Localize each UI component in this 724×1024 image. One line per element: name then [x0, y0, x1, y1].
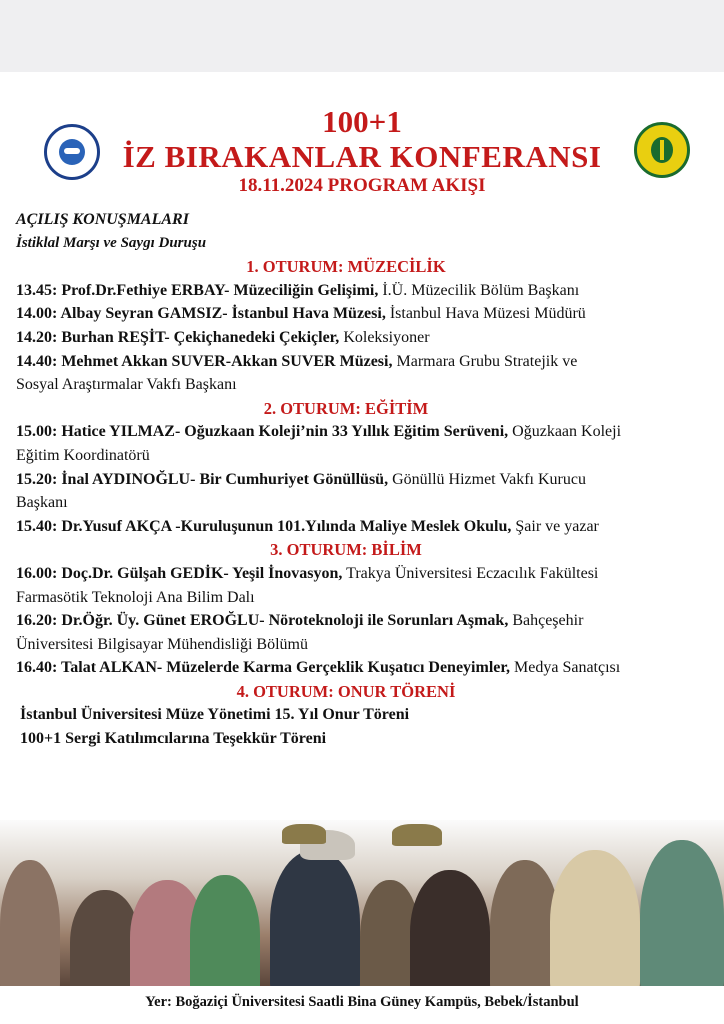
item-role: Marmara Grubu Stratejik ve — [392, 352, 578, 370]
program-item — [16, 515, 716, 539]
program-item — [16, 279, 716, 303]
item-speaker: 14.00: Albay Seyran GAMSIZ- İstanbul Hava Müzesi, — [16, 305, 386, 323]
item-role-continued: Üniversitesi Bilgisayar Mühendisliği Bölümü — [16, 635, 308, 653]
opening-subtitle: İstiklal Marşı ve Saygı Duruşu — [16, 234, 207, 251]
item-role: İstanbul Hava Müzesi Müdürü — [385, 305, 586, 323]
item-role-continued: Eğitim Koordinatörü — [16, 446, 150, 464]
program-item — [16, 562, 716, 586]
opening-title: AÇILIŞ KONUŞMALARI — [16, 211, 189, 228]
session-title: 4. OTURUM: ONUR TÖRENİ — [236, 681, 456, 701]
item-speaker: 15.20: İnal AYDINOĞLU- Bir Cumhuriyet Gönüllüsü, — [16, 470, 389, 488]
item-role-continued: Sosyal Araştırmalar Vakfı Başkanı — [16, 376, 237, 394]
item-speaker: 13.45: Prof.Dr.Fethiye ERBAY- Müzeciliğin Gelişimi, — [16, 281, 379, 299]
item-role: Medya Sanatçısı — [510, 659, 621, 677]
program-item — [16, 350, 716, 374]
item-speaker: 16.40: Talat ALKAN- Müzelerde Karma Gerçeklik Kuşatıcı Deneyimler, — [16, 659, 511, 677]
item-role: Oğuzkaan Koleji — [508, 423, 622, 441]
program-item — [16, 302, 716, 326]
session-title: 2. OTURUM: EĞİTİM — [263, 398, 429, 418]
venue-footer: Yer: Boğaziçi Üniversitesi Saatli Bina Güney Kampüs, Bebek/İstanbul — [0, 986, 724, 1024]
session-title: 3. OTURUM: BİLİM — [270, 540, 422, 560]
program-item — [16, 656, 716, 680]
item-speaker: 16.20: Dr.Öğr. Üy. Günet EROĞLU- Nöroteknoloji ile Sorunları Aşmak, — [16, 612, 509, 630]
historical-group-photo — [0, 820, 724, 986]
header-title: İZ BIRAKANLAR KONFERANSI — [122, 139, 602, 174]
program-poster — [0, 72, 724, 1024]
item-role: Bahçeşehir — [508, 612, 584, 630]
item-role-continued: Farmasötik Teknoloji Ana Bilim Dalı — [16, 588, 255, 606]
header-date: 18.11.2024 PROGRAM AKIŞI — [238, 175, 486, 196]
item-speaker: 16.00: Doç.Dr. Gülşah GEDİK- Yeşil İnovasyon, — [16, 564, 343, 582]
program-item — [16, 420, 716, 444]
top-bar — [0, 0, 724, 72]
item-role-continued: Başkanı — [16, 494, 68, 512]
item-role: Koleksiyoner — [339, 328, 430, 346]
ceremony-line: İstanbul Üniversitesi Müze Yönetimi 15. Yıl Onur Töreni — [20, 706, 410, 724]
poster-header — [0, 104, 724, 198]
program-item — [16, 326, 716, 350]
program-content — [16, 208, 716, 751]
item-speaker: 15.00: Hatice YILMAZ- Oğuzkaan Koleji’nin 33 Yıllık Eğitim Serüveni, — [16, 423, 509, 441]
item-speaker: 14.40: Mehmet Akkan SUVER-Akkan SUVER Müzesi, — [16, 352, 393, 370]
program-item — [16, 468, 716, 492]
program-item — [16, 609, 716, 633]
ceremony-line: 100+1 Sergi Katılımcılarına Teşekkür Töreni — [20, 730, 327, 748]
session-title: 1. OTURUM: MÜZECİLİK — [246, 257, 446, 277]
item-role: İ.Ü. Müzecilik Bölüm Başkanı — [378, 281, 580, 299]
item-role: Şair ve yazar — [511, 517, 599, 535]
item-speaker: 14.20: Burhan REŞİT- Çekiçhanedeki Çekiçler, — [16, 328, 340, 346]
header-number: 100+1 — [322, 104, 402, 139]
item-role: Gönüllü Hizmet Vakfı Kurucu — [388, 470, 586, 488]
item-speaker: 15.40: Dr.Yusuf AKÇA -Kuruluşunun 101.Yılında Maliye Meslek Okulu, — [16, 517, 512, 535]
item-role: Trakya Üniversitesi Eczacılık Fakültesi — [342, 564, 599, 582]
